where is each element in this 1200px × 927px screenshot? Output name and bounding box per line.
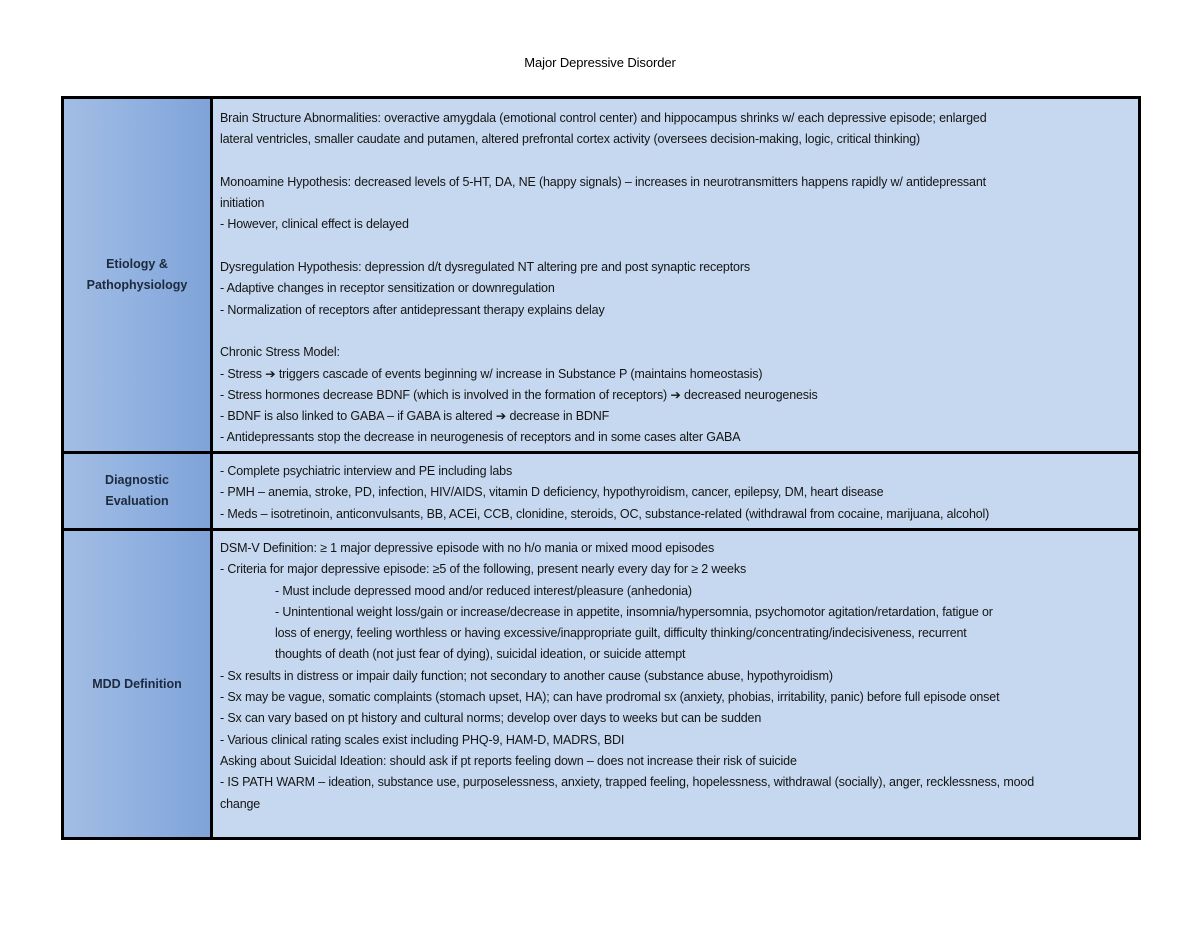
content-line: - Various clinical rating scales exist including PHQ-9, HAM-D, MADRS, BDI [220,732,625,747]
content-line: Chronic Stress Model: [220,345,340,360]
content-line: initiation [220,196,265,211]
content-line: - BDNF is also linked to GABA – if GABA is altered ➔ decrease in BDNF [220,409,610,424]
row-label-diagnostic [64,454,210,528]
blank-line [220,236,1128,257]
summary-table [61,96,1141,840]
row-content-etiology [213,99,1138,451]
content-line: lateral ventricles, smaller caudate and putamen, altered prefrontal cortex activity (oversees decision-making, logic, critical thinking) [220,132,921,147]
content-line: - Adaptive changes in receptor sensitization or downregulation [220,281,555,296]
content-line: Dysregulation Hypothesis: depression d/t dysregulated NT altering pre and post synaptic receptors [220,260,750,275]
content-line: - Complete psychiatric interview and PE including labs [220,464,513,478]
content-line-indented: - Unintentional weight loss/gain or increase/decrease in appetite, insomnia/hypersomnia, psychomotor agitation/retardation, fatigue or [275,604,993,619]
row-label-etiology [64,99,210,451]
content-line: change [220,796,261,811]
page-title: Major Depressive Disorder [524,55,676,70]
content-line: - Antidepressants stop the decrease in neurogenesis of receptors and in some cases alter GABA [220,430,741,445]
content-line: - Sx can vary based on pt history and cultural norms; develop over days to weeks but can be sudden [220,711,762,726]
content-line-indented: loss of energy, feeling worthless or having excessive/inappropriate guilt, difficulty thinking/concentrating/indecisiveness, recurrent [275,626,967,641]
blank-line [220,151,1128,172]
content-line: - PMH – anemia, stroke, PD, infection, HIV/AIDS, vitamin D deficiency, hypothyroidism, cancer, epilepsy, DM, heart disease [220,485,884,500]
content-line: - Sx results in distress or impair daily function; not secondary to another cause (substance abuse, hypothyroidism) [220,668,833,683]
content-line-indented: thoughts of death (not just fear of dying), suicidal ideation, or suicide attempt [275,647,686,662]
content-line: - Meds – isotretinoin, anticonvulsants, BB, ACEi, CCB, clonidine, steroids, OC, substance-related (withdrawal from cocaine, marijuana, alcohol) [220,506,990,521]
row-label-text: Diagnostic Evaluation [105,473,169,508]
content-line: - Criteria for major depressive episode: ≥5 of the following, present nearly every day for ≥ 2 weeks [220,562,747,577]
content-line: - However, clinical effect is delayed [220,217,409,232]
content-line: - Stress hormones decrease BDNF (which is involved in the formation of receptors) ➔ decreased neurogenesis [220,387,818,402]
content-line: DSM-V Definition: ≥ 1 major depressive episode with no h/o mania or mixed mood episodes [220,541,715,555]
content-line: Asking about Suicidal Ideation: should ask if pt reports feeling down – does not increase their risk of suicide [220,753,797,768]
content-line: - Sx may be vague, somatic complaints (stomach upset, HA); can have prodromal sx (anxiety, phobias, irritability, panic) before full episode onset [220,690,1000,705]
content-line: - IS PATH WARM – ideation, substance use, purposelessness, anxiety, trapped feeling, hopelessness, withdrawal (socially), anger, recklessness, mood [220,775,1034,790]
row-label-text: MDD Definition [92,676,182,691]
content-line: Monoamine Hypothesis: decreased levels of 5-HT, DA, NE (happy signals) – increases in neurotransmitters happens rapidly w/ antidepressant [220,174,986,189]
blank-line [220,321,1128,342]
content-line-indented: - Must include depressed mood and/or reduced interest/pleasure (anhedonia) [275,583,692,598]
row-label-mdd [64,531,210,837]
row-content-diagnostic [213,454,1138,528]
content-line: - Normalization of receptors after antidepressant therapy explains delay [220,302,605,317]
row-content-mdd [213,531,1138,837]
content-line: - Stress ➔ triggers cascade of events beginning w/ increase in Substance P (maintains homeostasis) [220,366,763,381]
row-label-text: Etiology & Pathophysiology [86,257,188,292]
content-line: Brain Structure Abnormalities: overactive amygdala (emotional control center) and hippocampus shrinks w/ each depressive episode; enlarged [220,111,987,125]
